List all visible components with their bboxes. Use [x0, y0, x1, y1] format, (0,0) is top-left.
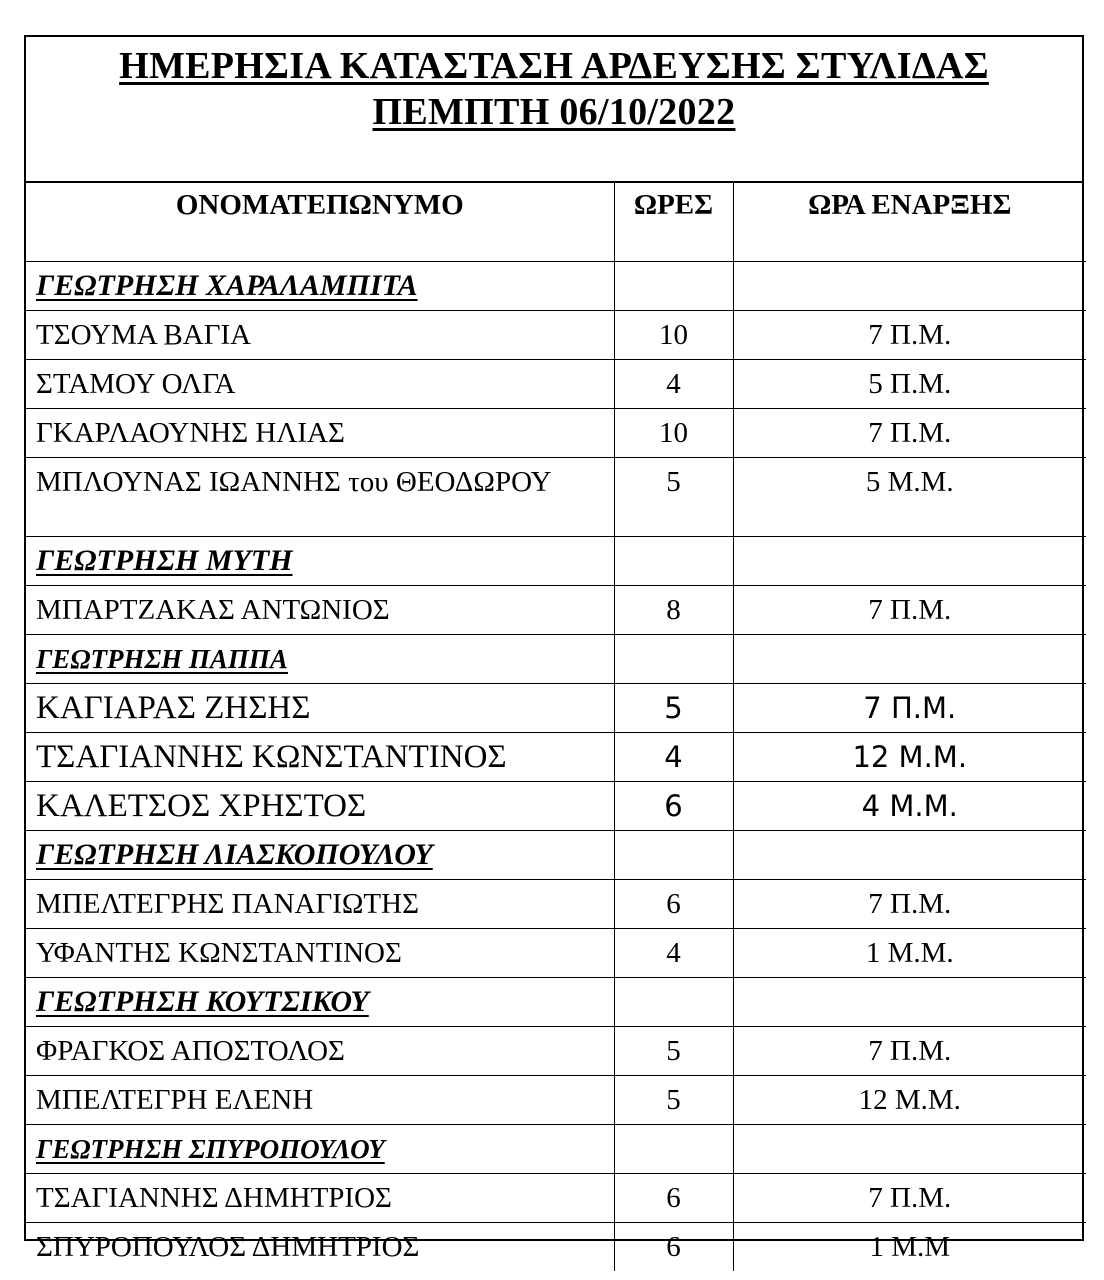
hours-cell: 8	[614, 585, 733, 634]
name-cell: ΜΠΕΛΤΕΓΡΗ ΕΛΕΝΗ	[26, 1075, 614, 1124]
table-row	[26, 1222, 1086, 1271]
section-row	[26, 634, 1086, 683]
table-row	[26, 1173, 1086, 1222]
name-cell: ΚΑΛΕΤΣΟΣ ΧΡΗΣΤΟΣ	[26, 781, 614, 830]
name-cell: ΚΑΓΙΑΡΑΣ ΖΗΣΗΣ	[26, 683, 614, 732]
hours-cell: 6	[614, 879, 733, 928]
table-row	[26, 585, 1086, 634]
document-header	[26, 37, 1082, 183]
hours-cell: 10	[614, 310, 733, 359]
table-row	[26, 928, 1086, 977]
hours-cell: 5	[614, 457, 733, 536]
start-time-cell: 12 Μ.Μ.	[733, 1075, 1086, 1124]
column-header-start-time: ΩΡΑ ΕΝΑΡΞΗΣ	[733, 183, 1086, 261]
hours-cell: 5	[614, 1026, 733, 1075]
irrigation-schedule-document	[24, 35, 1084, 1263]
start-time-cell: 7 Π.Μ.	[733, 310, 1086, 359]
table-row	[26, 732, 1086, 781]
start-time-cell: 4 Μ.Μ.	[733, 781, 1086, 830]
name-cell: ΜΠΑΡΤΖΑΚΑΣ ΑΝΤΩΝΙΟΣ	[26, 585, 614, 634]
start-time-cell: 7 Π.Μ.	[733, 1026, 1086, 1075]
table-row	[26, 359, 1086, 408]
table-row	[26, 1026, 1086, 1075]
document-title: ΗΜΕΡΗΣΙΑ ΚΑΤΑΣΤΑΣΗ ΑΡΔΕΥΣΗΣ ΣΤΥΛΙΔΑΣ	[119, 45, 989, 87]
section-label: ΓΕΩΤΡΗΣΗ ΛΙΑΣΚΟΠΟΥΛΟΥ	[26, 830, 614, 879]
name-cell: ΤΣΑΓΙΑΝΝΗΣ ΔΗΜΗΤΡΙΟΣ	[26, 1173, 614, 1222]
table-row	[26, 879, 1086, 928]
start-time-cell: 7 Π.Μ.	[733, 1173, 1086, 1222]
name-cell: ΤΣΑΓΙΑΝΝΗΣ ΚΩΝΣΤΑΝΤΙΝΟΣ	[26, 732, 614, 781]
hours-cell: 6	[614, 1173, 733, 1222]
name-cell: ΜΠΕΛΤΕΓΡΗΣ ΠΑΝΑΓΙΩΤΗΣ	[26, 879, 614, 928]
start-time-cell: 7 Π.Μ.	[733, 683, 1086, 732]
hours-cell: 6	[614, 1222, 733, 1271]
section-row	[26, 830, 1086, 879]
hours-cell: 6	[614, 781, 733, 830]
table-row	[26, 683, 1086, 732]
section-row	[26, 536, 1086, 585]
hours-cell: 4	[614, 732, 733, 781]
section-label: ΓΕΩΤΡΗΣΗ ΚΟΥΤΣΙΚΟΥ	[26, 977, 614, 1026]
column-header-hours: ΩΡΕΣ	[614, 183, 733, 261]
section-label: ΓΕΩΤΡΗΣΗ ΣΠΥΡΟΠΟΥΛΟΥ	[26, 1124, 614, 1173]
name-cell: ΣΤΑΜΟΥ ΟΛΓΑ	[26, 359, 614, 408]
start-time-cell: 1 Μ.Μ.	[733, 928, 1086, 977]
name-cell: ΦΡΑΓΚΟΣ ΑΠΟΣΤΟΛΟΣ	[26, 1026, 614, 1075]
name-cell: ΓΚΑΡΛΑΟΥΝΗΣ ΗΛΙΑΣ	[26, 408, 614, 457]
table-header-row	[26, 183, 1086, 261]
name-cell: ΜΠΛΟΥΝΑΣ ΙΩΑΝΝΗΣ του ΘΕΟΔΩΡΟΥ	[26, 457, 614, 536]
name-cell: ΣΠΥΡΟΠΟΥΛΟΣ ΔΗΜΗΤΡΙΟΣ	[26, 1222, 614, 1271]
column-header-name: ΟΝΟΜΑΤΕΠΩΝΥΜΟ	[26, 183, 614, 261]
table-row	[26, 408, 1086, 457]
start-time-cell: 12 Μ.Μ.	[733, 732, 1086, 781]
section-row	[26, 1124, 1086, 1173]
schedule-table	[26, 183, 1086, 1271]
document-date: ΠΕΜΠΤΗ 06/10/2022	[372, 91, 736, 133]
table-row	[26, 1075, 1086, 1124]
table-row	[26, 457, 1086, 536]
start-time-cell: 5 Μ.Μ.	[733, 457, 1086, 536]
hours-cell: 10	[614, 408, 733, 457]
section-label: ΓΕΩΤΡΗΣΗ ΧΑΡΑΛΑΜΠΙΤΑ	[26, 261, 614, 310]
start-time-cell: 1 Μ.Μ	[733, 1222, 1086, 1271]
hours-cell: 5	[614, 683, 733, 732]
hours-cell: 4	[614, 359, 733, 408]
start-time-cell: 7 Π.Μ.	[733, 585, 1086, 634]
section-label: ΓΕΩΤΡΗΣΗ ΜΥΤΗ	[26, 536, 614, 585]
hours-cell: 5	[614, 1075, 733, 1124]
section-label: ΓΕΩΤΡΗΣΗ ΠΑΠΠΑ	[26, 634, 614, 683]
start-time-cell: 7 Π.Μ.	[733, 879, 1086, 928]
hours-cell: 4	[614, 928, 733, 977]
table-row	[26, 781, 1086, 830]
section-row	[26, 261, 1086, 310]
start-time-cell: 7 Π.Μ.	[733, 408, 1086, 457]
name-cell: ΤΣΟΥΜΑ ΒΑΓΙΑ	[26, 310, 614, 359]
section-row	[26, 977, 1086, 1026]
start-time-cell: 5 Π.Μ.	[733, 359, 1086, 408]
name-cell: ΥΦΑΝΤΗΣ ΚΩΝΣΤΑΝΤΙΝΟΣ	[26, 928, 614, 977]
table-row	[26, 310, 1086, 359]
